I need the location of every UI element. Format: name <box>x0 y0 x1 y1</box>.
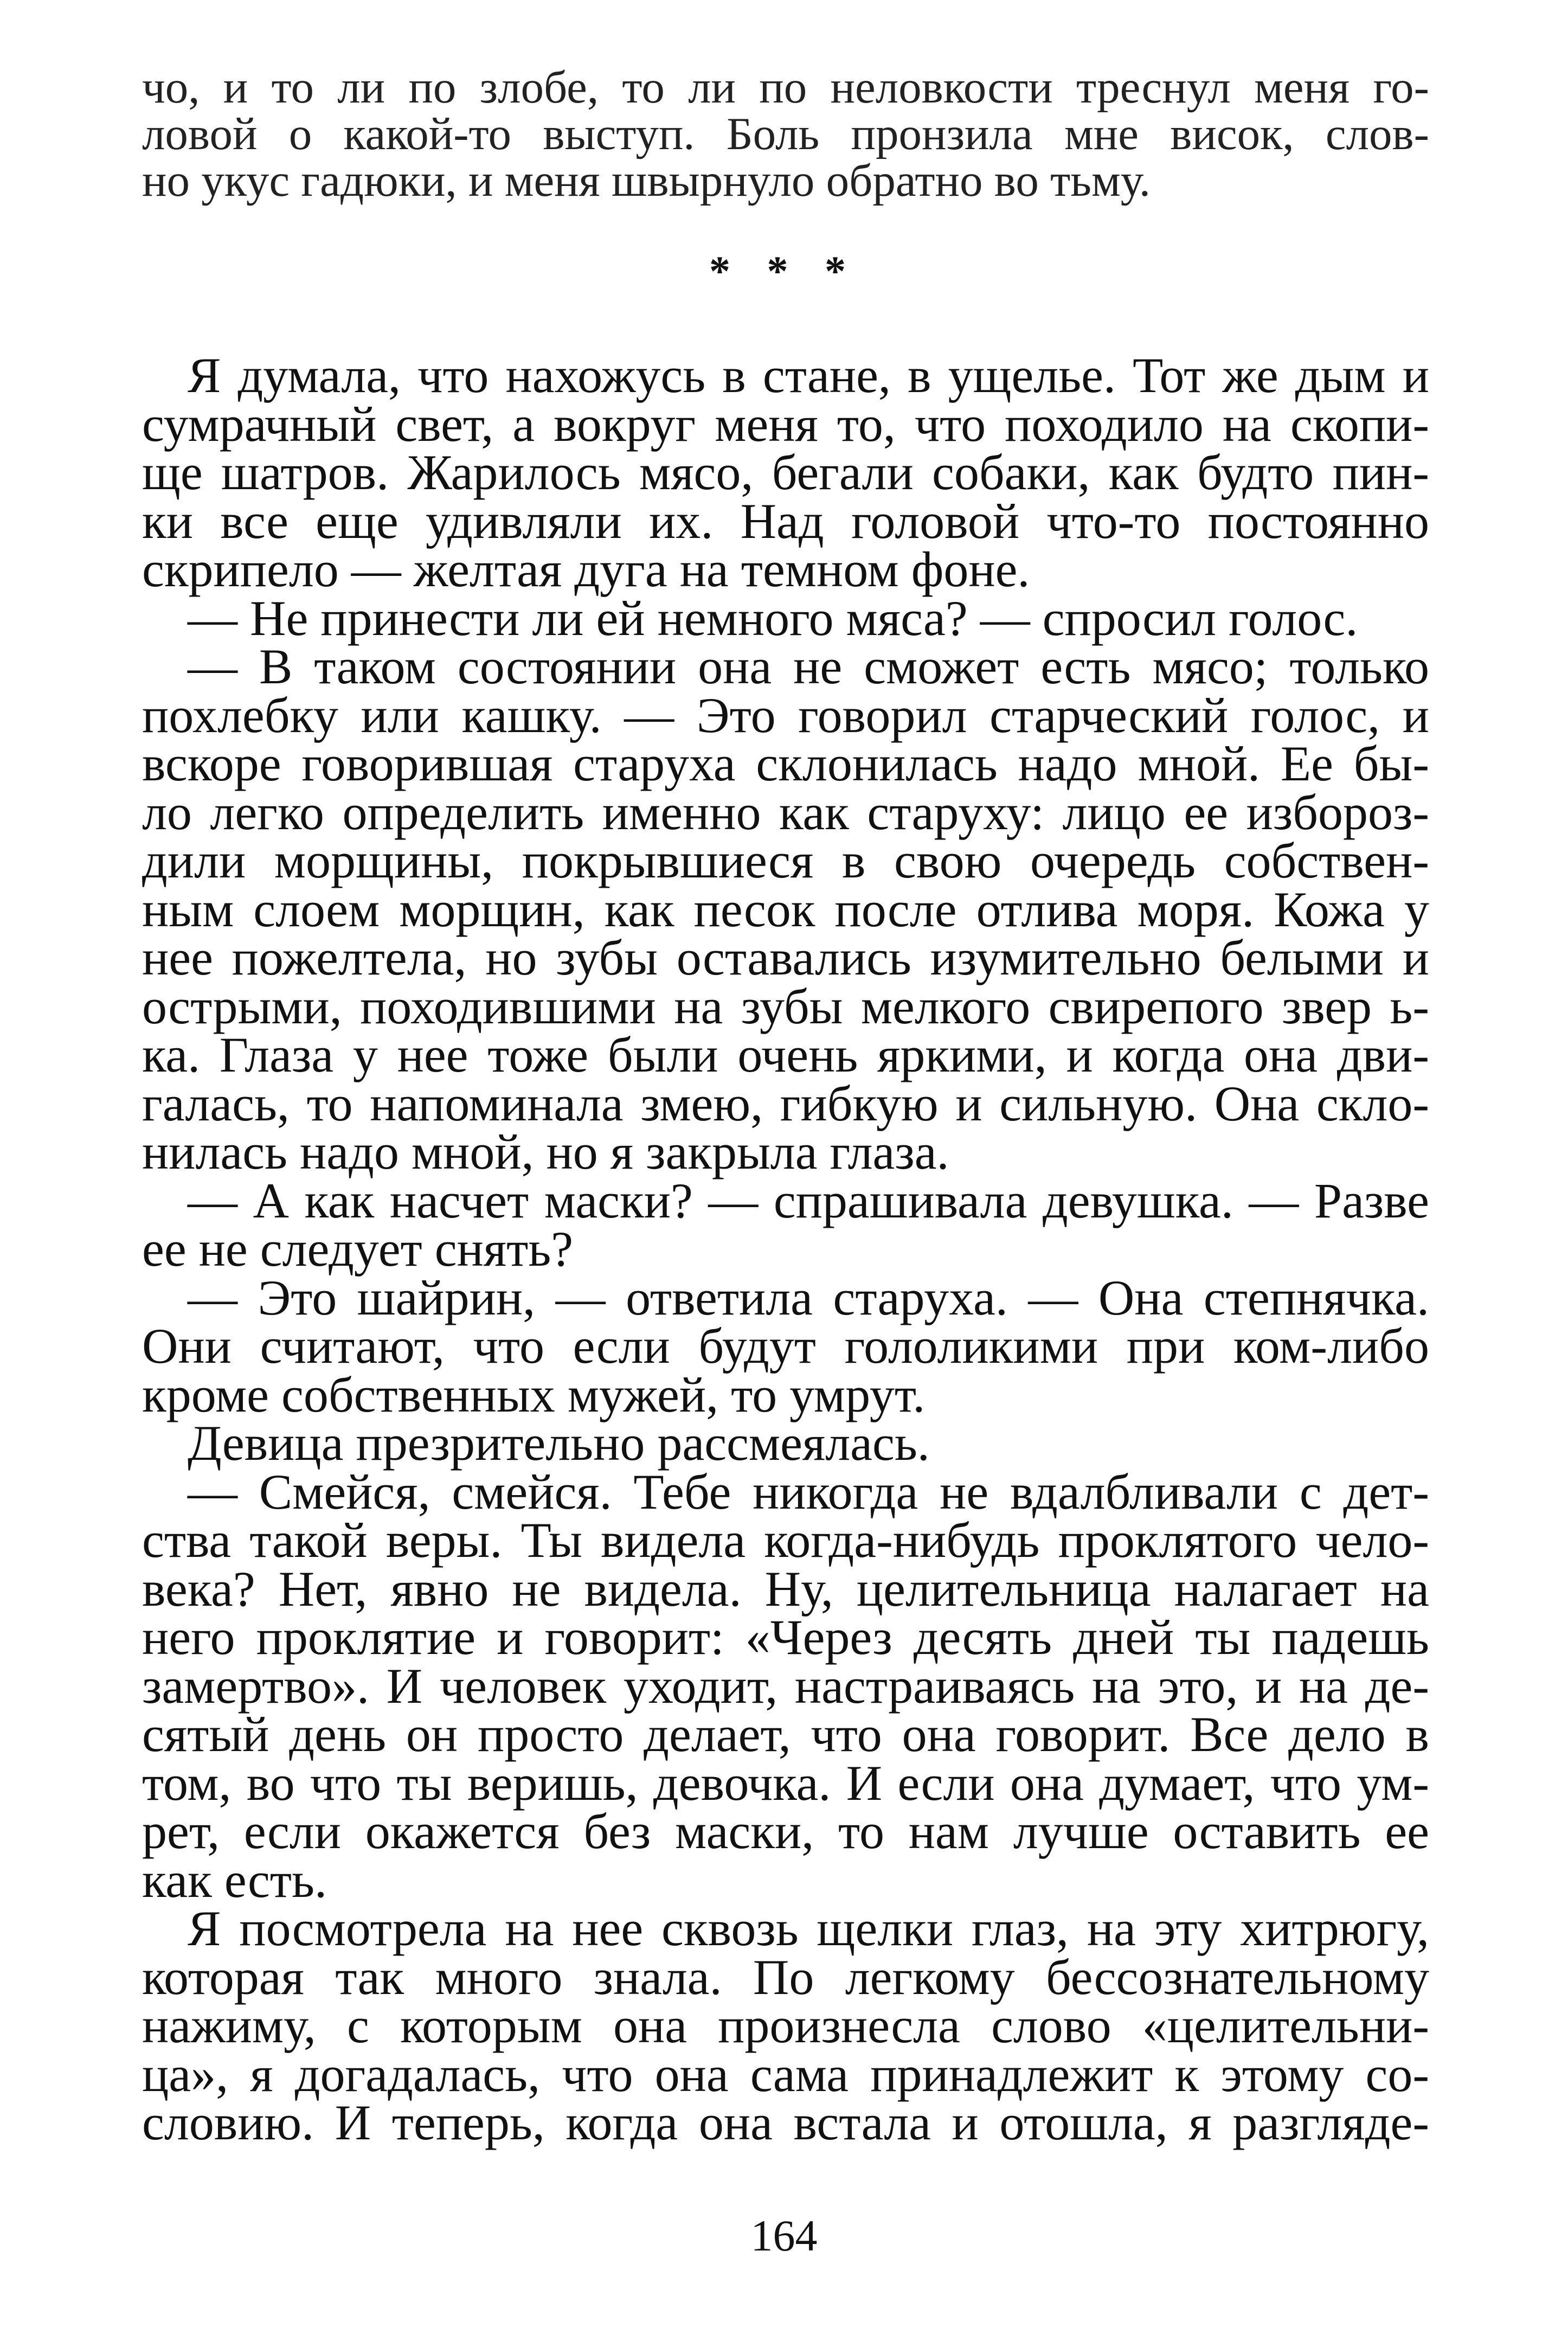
text-line: Я посмотрела на нее сквозь щелки глаз, на эту хитрюгу, <box>188 1901 1429 1956</box>
text-line: скрипело — желтая дуга на темном фоне. <box>142 542 1030 597</box>
text-line: нилась надо мной, но я закрыла глаза. <box>142 1124 949 1179</box>
text-line: которая так много знала. По легкому бессознательному <box>142 1949 1429 2005</box>
text-line: ловой о какой-то выступ. Боль пронзила мне висок, слов- <box>142 108 1429 159</box>
text-line: сятый день он просто делает, что она говорит. Все дело в <box>142 1707 1429 1762</box>
text-line: ства такой веры. Ты видела когда-нибудь проклятого чело- <box>142 1512 1429 1568</box>
text-line: Они считают, что если будут гололикими при ком-либо <box>142 1318 1429 1374</box>
section-separator: * * * <box>709 247 859 294</box>
text-line: него проклятие и говорит: «Через десять дней ты падешь <box>142 1610 1429 1665</box>
text-line: вскоре говорившая старуха склонилась надо мной. Ее бы- <box>142 736 1429 791</box>
text-line: — В таком состоянии она не сможет есть мясо; только <box>188 639 1429 694</box>
text-line: том, во что ты веришь, девочка. И если она думает, что ум- <box>142 1755 1429 1811</box>
text-line: ным слоем морщин, как песок после отлива моря. Кожа у <box>142 881 1429 937</box>
text-line: галась, то напоминала змею, гибкую и сильную. Она скло- <box>142 1075 1429 1131</box>
text-line: нее пожелтела, но зубы оставались изумительно белыми и <box>142 930 1429 985</box>
text-line: ца», я догадалась, что она сама принадлежит к этому со- <box>142 2046 1429 2102</box>
text-line: ее не следует снять? <box>142 1221 574 1277</box>
text-line: чо, и то ли по злобе, то ли по неловкости треснул меня го- <box>142 62 1429 113</box>
text-line: но укус гадюки, и меня швырнуло обратно во тьму. <box>142 155 1151 206</box>
text-line: замертво». И человек уходит, настраиваясь на это, и на де- <box>142 1658 1429 1714</box>
text-line: ка. Глаза у нее тоже были очень яркими, и когда она дви- <box>142 1027 1429 1082</box>
text-line: — А как насчет маски? — спрашивала девушка. — Разве <box>188 1172 1429 1228</box>
text-line: дили морщины, покрывшиеся в свою очередь собствен- <box>142 833 1429 888</box>
text-line: как есть. <box>142 1852 327 1908</box>
text-line: ки все еще удивляли их. Над головой что-то постоянно <box>142 493 1429 549</box>
text-line: Я думала, что нахожусь в стане, в ущелье. Тот же дым и <box>188 348 1429 403</box>
text-line: Девица презрительно рассмеялась. <box>188 1415 930 1471</box>
text-line: нажиму, с которым она произнесла слово «целительни- <box>142 1998 1429 2053</box>
main-text <box>142 348 1429 2150</box>
text-line: сумрачный свет, а вокруг меня то, что походило на скопи- <box>142 396 1429 452</box>
text-line: словию. И теперь, когда она встала и отошла, я разгляде- <box>142 2095 1429 2150</box>
top-paragraph <box>142 64 1429 204</box>
text-line: острыми, походившими на зубы мелкого свирепого звер ь- <box>142 978 1429 1034</box>
text-line: — Это шайрин, — ответила старуха. — Она степнячка. <box>188 1269 1429 1325</box>
text-line: века? Нет, явно не видела. Ну, целительница налагает на <box>142 1561 1429 1617</box>
text-line: кроме собственных мужей, то умрут. <box>142 1367 926 1422</box>
text-line: рет, если окажется без маски, то нам лучше оставить ее <box>142 1804 1429 1859</box>
text-line: похлебку или кашку. — Это говорил старческий голос, и <box>142 687 1429 743</box>
page-number: 164 <box>750 2211 818 2260</box>
text-line: ще шатров. Жарилось мясо, бегали собаки, как будто пин- <box>142 445 1429 500</box>
text-line: ло легко определить именно как старуху: лицо ее изборoз- <box>142 784 1429 840</box>
text-line: — Смейся, смейся. Тебе никогда не вдалбливали с дет- <box>188 1464 1429 1519</box>
text-line: — Не принести ли ей немного мяса? — спросил голос. <box>188 590 1358 646</box>
